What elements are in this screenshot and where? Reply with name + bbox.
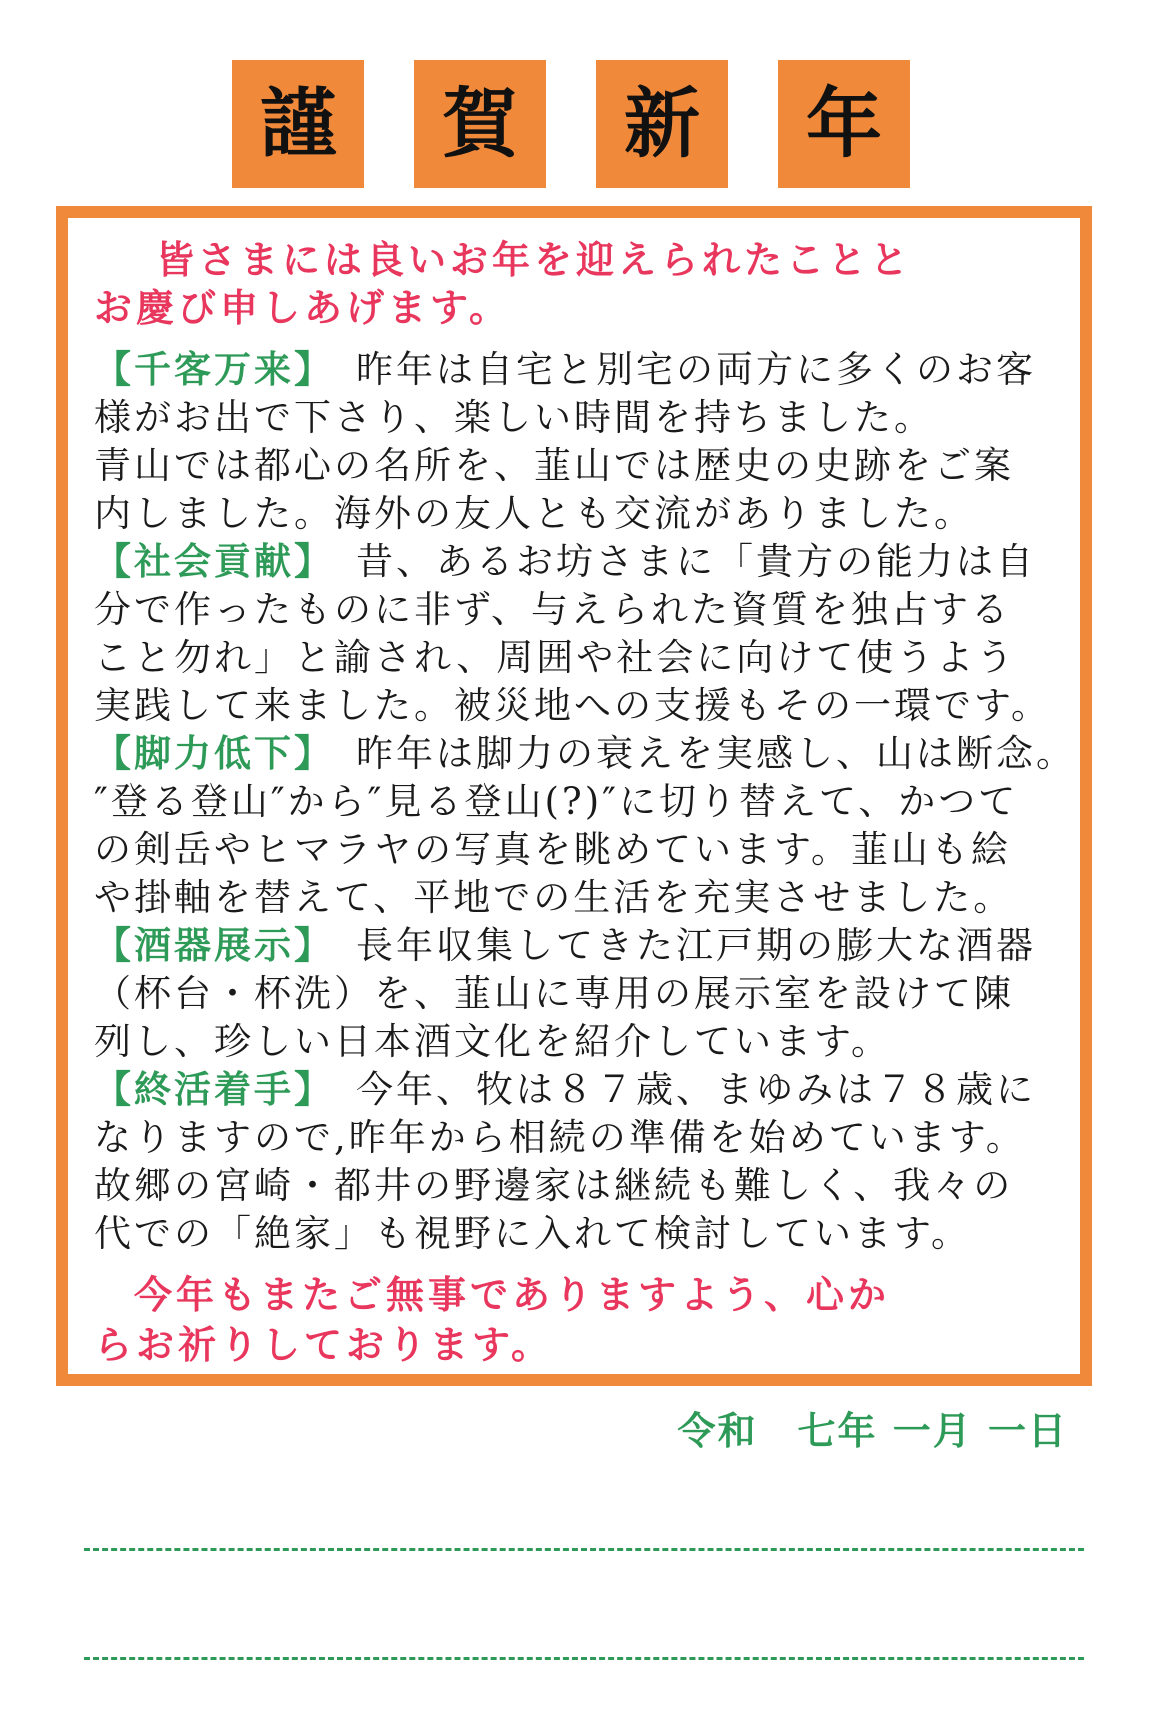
section-1-first-line <box>94 346 1084 394</box>
section-tag: 【千客万来】 <box>94 348 334 391</box>
signature-dashed-line-2 <box>84 1657 1084 1660</box>
section-text-line: 内しました。海外の友人とも交流がありました。 <box>94 492 974 535</box>
title-row <box>0 60 1152 190</box>
section-text: 昔、あるお坊さまに「貴方の能力は自 <box>356 540 1036 583</box>
date-line: 令和 七年 一月 一日 <box>677 1409 1068 1453</box>
greeting-line-2: お慶び申しあげます。 <box>94 286 511 330</box>
section-text-line: 故郷の宮崎・都井の野邊家は継続も難しく、我々の <box>94 1164 1014 1207</box>
section-4-first-line <box>94 922 1084 970</box>
title-char-4: 年 <box>778 60 910 188</box>
section-3-first-line <box>94 730 1084 778</box>
title-char-2: 賀 <box>414 60 546 188</box>
section-text: 長年収集してきた江戸期の膨大な酒器 <box>356 924 1036 967</box>
section-text-line: 実践して来ました。被災地への支援もその一環です。 <box>94 684 1052 727</box>
section-text: 昨年は自宅と別宅の両方に多くのお客 <box>356 348 1036 391</box>
section-text-line: や掛軸を替えて、平地での生活を充実させました。 <box>94 876 1014 919</box>
section-text-line: の剣岳やヒマラヤの写真を眺めています。韮山も絵 <box>94 828 1012 871</box>
signature-dashed-line-1 <box>84 1548 1084 1551</box>
section-tag: 【社会貢献】 <box>94 540 334 583</box>
section-2-first-line <box>94 538 1084 586</box>
section-text-line: 様がお出で下さり、楽しい時間を持ちました。 <box>94 396 934 439</box>
section-text-line: こと勿れ」と諭され、周囲や社会に向けて使うよう <box>94 636 1017 679</box>
section-text-line: 分で作ったものに非ず、与えられた資質を独占する <box>94 588 1012 631</box>
section-text-line: ″登る登山″から″見る登山(?)″に切り替えて、かつて <box>94 780 1019 823</box>
closing-line-2: らお祈りしております。 <box>94 1323 553 1367</box>
section-text-line: （杯台・杯洗）を、韮山に専用の展示室を設けて陳 <box>94 972 1014 1015</box>
section-text: 昨年は脚力の衰えを実感し、山は断念。 <box>356 732 1076 775</box>
section-tag: 【脚力低下】 <box>94 732 334 775</box>
section-text: 今年、牧は８７歳、まゆみは７８歳に <box>356 1068 1036 1111</box>
title-char-1: 謹 <box>232 60 364 188</box>
closing-line-1: 今年もまたご無事でありますよう、心か <box>134 1273 891 1317</box>
section-text-line: なりますので,昨年から相続の準備を始めています。 <box>94 1116 1026 1159</box>
greeting-line-1: 皆さまには良いお年を迎えられたことと <box>156 238 913 282</box>
section-tag: 【終活着手】 <box>94 1068 334 1111</box>
section-text-line: 代での「絶家」も視野に入れて検討しています。 <box>94 1212 972 1255</box>
letter-body <box>94 236 1084 1370</box>
section-text-line: 列し、珍しい日本酒文化を紹介しています。 <box>94 1020 892 1063</box>
title-char-3: 新 <box>596 60 728 188</box>
section-5-first-line <box>94 1066 1084 1114</box>
section-text-line: 青山では都心の名所を、韮山では歴史の史跡をご案 <box>94 444 1014 487</box>
section-tag: 【酒器展示】 <box>94 924 334 967</box>
letter-frame <box>56 206 1092 1386</box>
